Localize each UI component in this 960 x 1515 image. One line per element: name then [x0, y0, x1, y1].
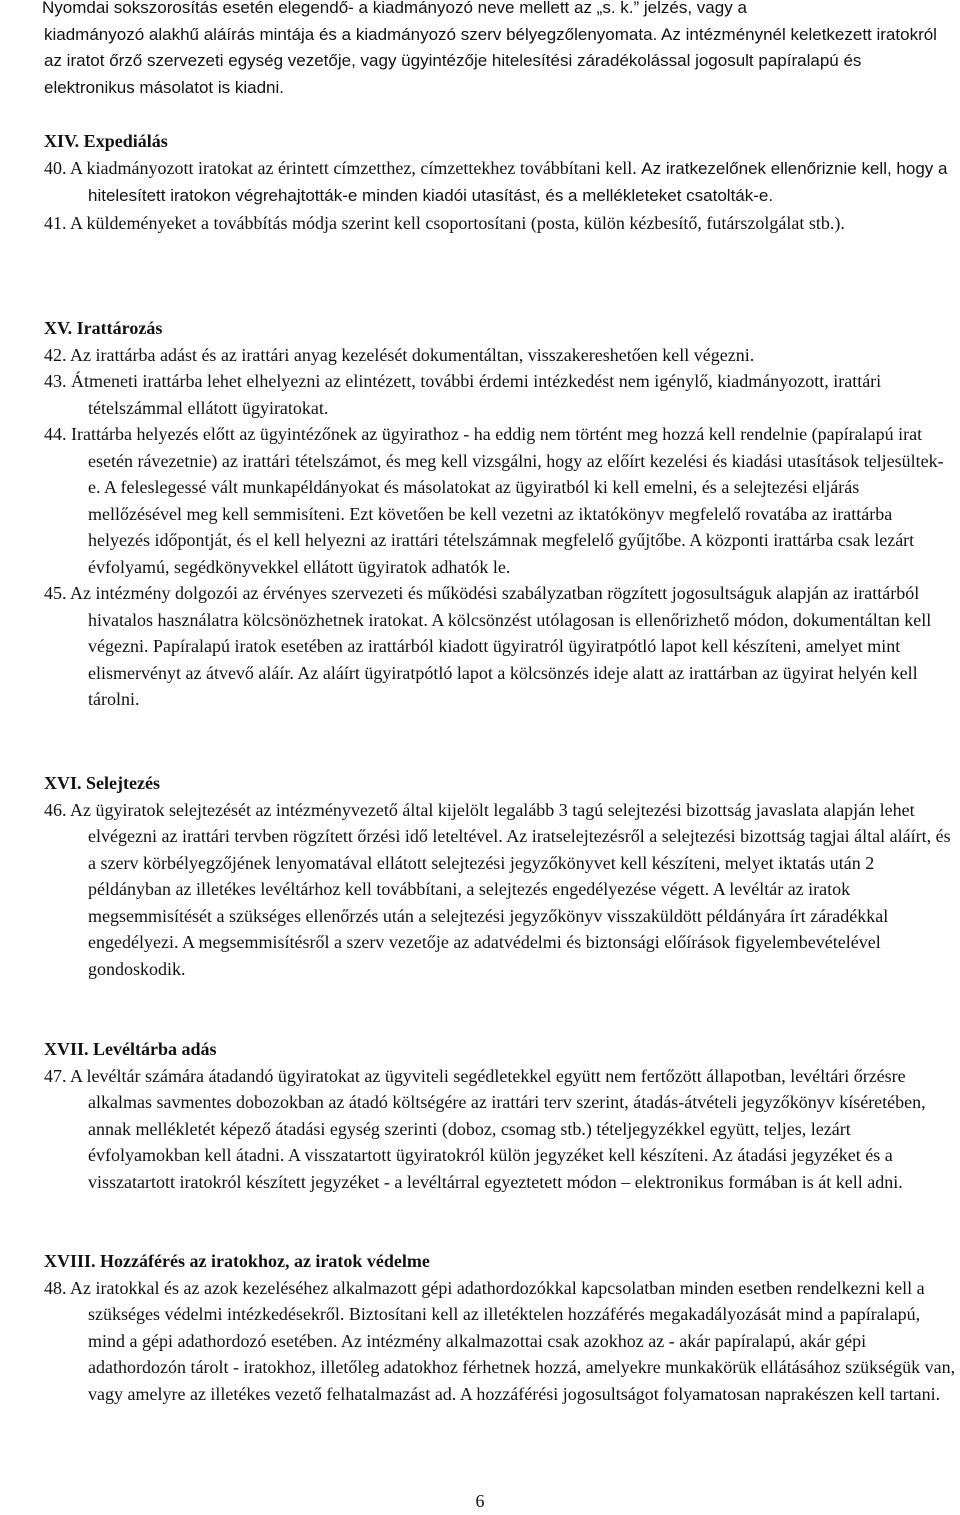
- paragraph-number: 46.: [44, 799, 67, 820]
- paragraph-number: 45.: [44, 583, 67, 603]
- paragraph-44: [44, 421, 956, 580]
- paragraph-text: A kiadmányozott iratokat az érintett címzetthez, címzettekhez továbbítani kell.: [70, 157, 637, 178]
- paragraph-number: 44.: [44, 424, 67, 444]
- paragraph-text: Az iratokkal és az azok kezeléséhez alkalmazott gépi adathordozókkal kapcsolatban minden esetben rendelkezni kell a szükséges védelmi intézkedésekről. Biztosítani kell az illetéktelen hozzáférés megakadályozását mind a papíralapú, mind a gépi adathordozó esetében. Az intézmény alkalmazottai csak azokhoz az - akár papíralapú, akár gépi adathordozón tárolt - iratokhoz, illetőleg adatokhoz férhetnek hozzá, amelyekre munkakörük ellátásához szükségük van, vagy amelyre az illetékes vezető felhatalmazást ad. A hozzáférési jogosultságot folyamatosan naprakészen kell tartani.: [70, 1277, 956, 1404]
- paragraph-number: 47.: [44, 1065, 67, 1086]
- paragraph-42: [44, 342, 956, 369]
- paragraph-43: [44, 368, 956, 421]
- section-heading: XVIII. Hozzáférés az iratokhoz, az iratok védelme: [44, 1251, 430, 1271]
- paragraph-48: [44, 1275, 956, 1408]
- paragraph-text-continued: Az iratkezelőnek ellenőriznie kell, hogy a hitelesített iratokon végrehajtották-e minden kiadói utasítást, és a mellékleteket csatolták-e.: [88, 158, 948, 205]
- paragraph-text: Az irattárba adást és az irattári anyag kezelését dokumentáltan, visszakereshetően kell végezni.: [70, 344, 755, 365]
- paragraph-45: [44, 580, 956, 713]
- paragraph-40: [44, 155, 956, 210]
- paragraph-number: 43.: [44, 371, 67, 391]
- paragraph-text: Az intézmény dolgozói az érvényes szervezeti és működési szabályzatban rögzített jogosultságuk alapján az irattárból hivatalos használatra kölcsönözhetnek iratokat. A kölcsönzést utólagosan is ellenőrizhető módon, dokumentáltan kell végezni. Papíralapú iratok esetében az irattárból kiadott ügyiratról ügyiratpótló lapot kell készíteni, amelyet mint elismervényt az átvevő aláír. Az aláírt ügyiratpótló lapot a kölcsönzés ideje alatt az irattárban az ügyirat helyén kell tárolni.: [70, 583, 932, 709]
- section-xvi: [44, 770, 956, 982]
- section-heading: XVII. Levéltárba adás: [44, 1039, 217, 1059]
- section-xiv: [44, 128, 956, 236]
- section-xv: [44, 315, 956, 713]
- paragraph-number: 41.: [44, 212, 67, 233]
- paragraph-number: 40.: [44, 157, 67, 178]
- paragraph-number: 42.: [44, 344, 67, 365]
- page-number: 6: [475, 1491, 485, 1511]
- intro-paragraph: [44, 0, 954, 101]
- paragraph-text: Az ügyiratok selejtezését az intézményvezető által kijelölt legalább 3 tagú selejtezési bizottság javaslata alapján lehet elvégezni az irattári tervben rögzített őrzési idő leteltével. Az iratselejtezésről a selejtezési bizottság tagjai által aláírt, és a szerv körbélyegzőjének lenyomatával ellátott selejtezési jegyzőkönyvet kell készíteni, melyet iktatás után 2 példányban az illetékes levéltárhoz kell továbbítani, a selejtezés engedélyezése végett. A levéltár az iratok megsemmisítését a szükséges ellenőrzés után a selejtezési jegyzőkönyv visszaküldött példányára írt záradékkal engedélyezi. A megsemmisítésről a szerv vezetője az adatvédelmi és biztonsági előírások figyelembevételével gondoskodik.: [70, 799, 951, 979]
- paragraph-text: A küldeményeket a továbbítás módja szerint kell csoportosítani (posta, külön kézbesítő, futárszolgálat stb.).: [70, 212, 845, 233]
- section-heading: XV. Irattározás: [44, 318, 163, 338]
- paragraph-text: A levéltár számára átadandó ügyiratokat az ügyviteli segédletekkel együtt nem fertőzött állapotban, levéltári őrzésre alkalmas savmentes dobozokban az átadó költségére az irattári terv szerint, átadás-átvételi jegyzőkönyv kíséretében, annak mellékletét képező átadási egység szerinti (doboz, csomag stb.) tételjegyzékkel együtt, teljes, lezárt évfolyamokban kell átadni. A visszatartott ügyiratokról külön jegyzéket kell készíteni. Az átadási jegyzéket és a visszatartott iratokról készített jegyzéket - a levéltárral egyeztetett módon – elektronikus formában is át kell adni.: [70, 1065, 926, 1192]
- section-xvii: [44, 1036, 956, 1195]
- paragraph-41: [44, 210, 956, 237]
- section-xviii: [44, 1248, 956, 1407]
- intro-line-1: Nyomdai sokszorosítás esetén elegendő- a kiadmányozó neve mellett az „s. k.” jelzés, vagy a: [42, 0, 747, 17]
- paragraph-text: Irattárba helyezés előtt az ügyintézőnek az ügyirathoz - ha eddig nem történt meg hozzá kell rendelnie (papíralapú irat esetén rávezetnie) az irattári tételszámot, és meg kell vizsgálni, hogy az előírt kezelési és kiadási utasítások teljesültek-e. A feleslegessé vált munkapéldányokat és másolatokat az ügyiratból ki kell emelni, és a selejtezési eljárás mellőzésével meg kell semmisíteni. Ezt követően be kell vezetni az iktatókönyv megfelelő rovatába az irattárba helyezés időpontját, és el kell helyezni az irattári tételszámnak megfelelő gyűjtőbe. A központi irattárba csak lezárt évfolyamú, segédkönyvekkel ellátott ügyiratok adhatók le.: [71, 424, 944, 577]
- paragraph-text: Átmeneti irattárba lehet elhelyezni az elintézett, további érdemi intézkedést nem igénylő, kiadmányozott, irattári tételszámmal ellátott ügyiratokat.: [71, 371, 882, 418]
- intro-rest: kiadmányozó alakhű aláírás mintája és a kiadmányozó szerv bélyegzőlenyomata. Az intézménynél keletkezett iratokról az iratot őrző szervezeti egység vezetője, vagy ügyintézője hitelesítési záradékolással jogosult papíralapú és elektronikus másolatot is kiadni.: [44, 24, 937, 97]
- section-heading: XIV. Expediálás: [44, 131, 168, 151]
- paragraph-47: [44, 1063, 956, 1196]
- paragraph-46: [44, 797, 956, 983]
- paragraph-number: 48.: [44, 1277, 67, 1298]
- section-heading: XVI. Selejtezés: [44, 773, 160, 793]
